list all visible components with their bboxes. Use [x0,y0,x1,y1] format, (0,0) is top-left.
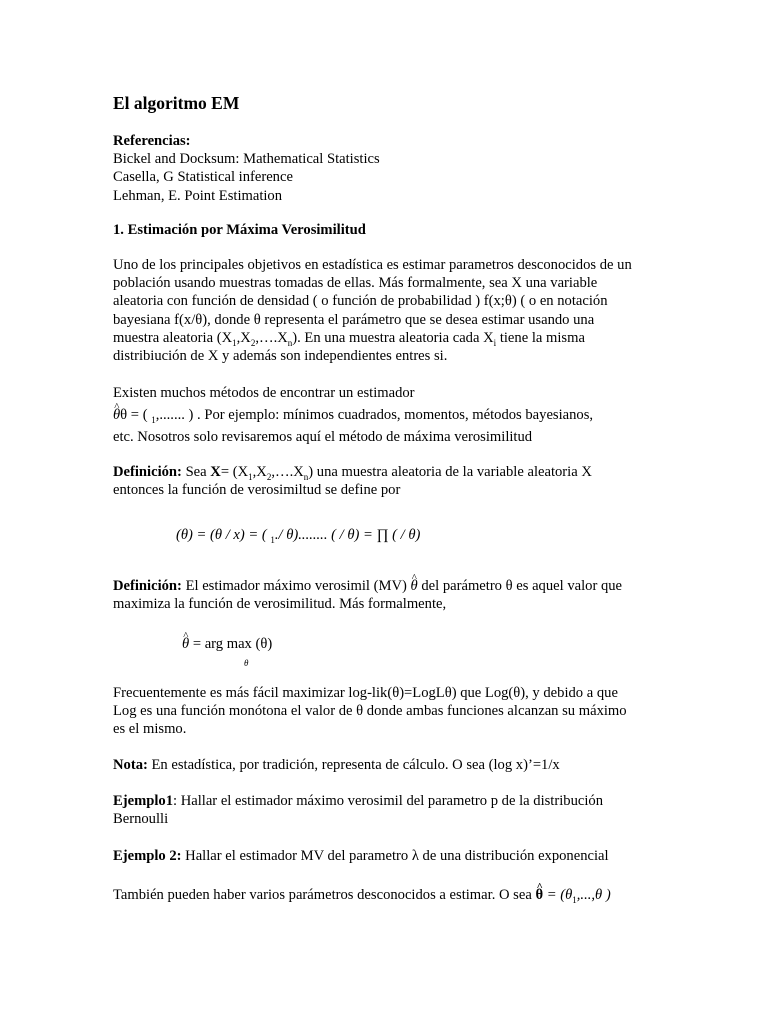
paragraph-loglik: Frecuentemente es más fácil maximizar log-lik(θ)=LogLθ) que Log(θ), y debido a que Log es una función monótona el valor de θ donde ambas funciones alcanzan su máximo es el mismo. [113,685,627,738]
reference-item: Lehman, E. Point Estimation [113,187,283,204]
definition-mle: Definición: El estimador máximo verosimil (MV) ^ θ del parámetro θ es aquel valor que maximiza la función de verosimilitud. Más formalmente, [113,577,658,613]
paragraph-estimators: Existen muchos métodos de encontrar un estimador ^ θθ = ( $_1$,....... ) . Por ejemplo: mínimos cuadrados, momentos, métodos bayesianos, etc. Nosotros solo revisaremos aquí el método de máxima verosimilitud [113,384,658,447]
definition-likelihood: Definición: Sea $X= (X_1,X_2,\dots.X_n)$ una muestra aleatoria de la variable aleatoria X entonces la función de verosimiltud se define por [113,464,592,499]
references-heading: Referencias: [113,133,191,149]
example-2: Ejemplo 2: Hallar el estimador MV del parametro λ de una distribución exponencial [113,848,609,864]
argmax-subscript: θ [244,658,249,668]
reference-item: Bickel and Docksum: Mathematical Statistics [113,151,380,168]
example-1: Ejemplo1: Hallar el estimador máximo verosimil del parametro p de la distribución Bernoulli [113,793,603,828]
estimator-formula: ^ θθ = ( $_1$,....... ) . Por ejemplo: mínimos cuadrados, momentos, métodos bayesianos, [113,406,658,424]
likelihood-equation: (θ) = (θ / x) = ( $_1$./ θ)........ ( / θ) = ∏ ( / θ) [176,527,421,545]
references-section [113,132,658,205]
reference-item: Casella, G Statistical inference [113,169,293,186]
note: Nota: En estadística, por tradición, representa de cálculo. O sea (log x)’=1/x [113,757,560,773]
argmax-equation: ^ θ = arg max (θ) [182,635,272,653]
paragraph-intro: Uno de los principales objetivos en estadística es estimar parametros desconocidos de un población usando muestras tomadas de ellas. Más formalmente, sea X una variable aleatoria con función de densidad ( o función de probabilidad ) f(x;θ) ( o en notación bayesiana f(x/θ), donde θ representa el parámetro que se desea estimar usando una muestra aleatoria $(X_1,X_2,\dots.X_n)$. En una muestra aleatoria cada $X_i$ tiene la misma distribiución de X y además son independientes entres si. [113,257,632,365]
section-heading: 1. Estimación por Máxima Verosimilitud [113,222,366,238]
multi-parameter-note: También pueden haber varios parámetros desconocidos a estimar. O sea ^ $\theta = (\theta_1,...,\theta$ ) [113,886,658,904]
document-title: El algoritmo EM [113,93,240,113]
